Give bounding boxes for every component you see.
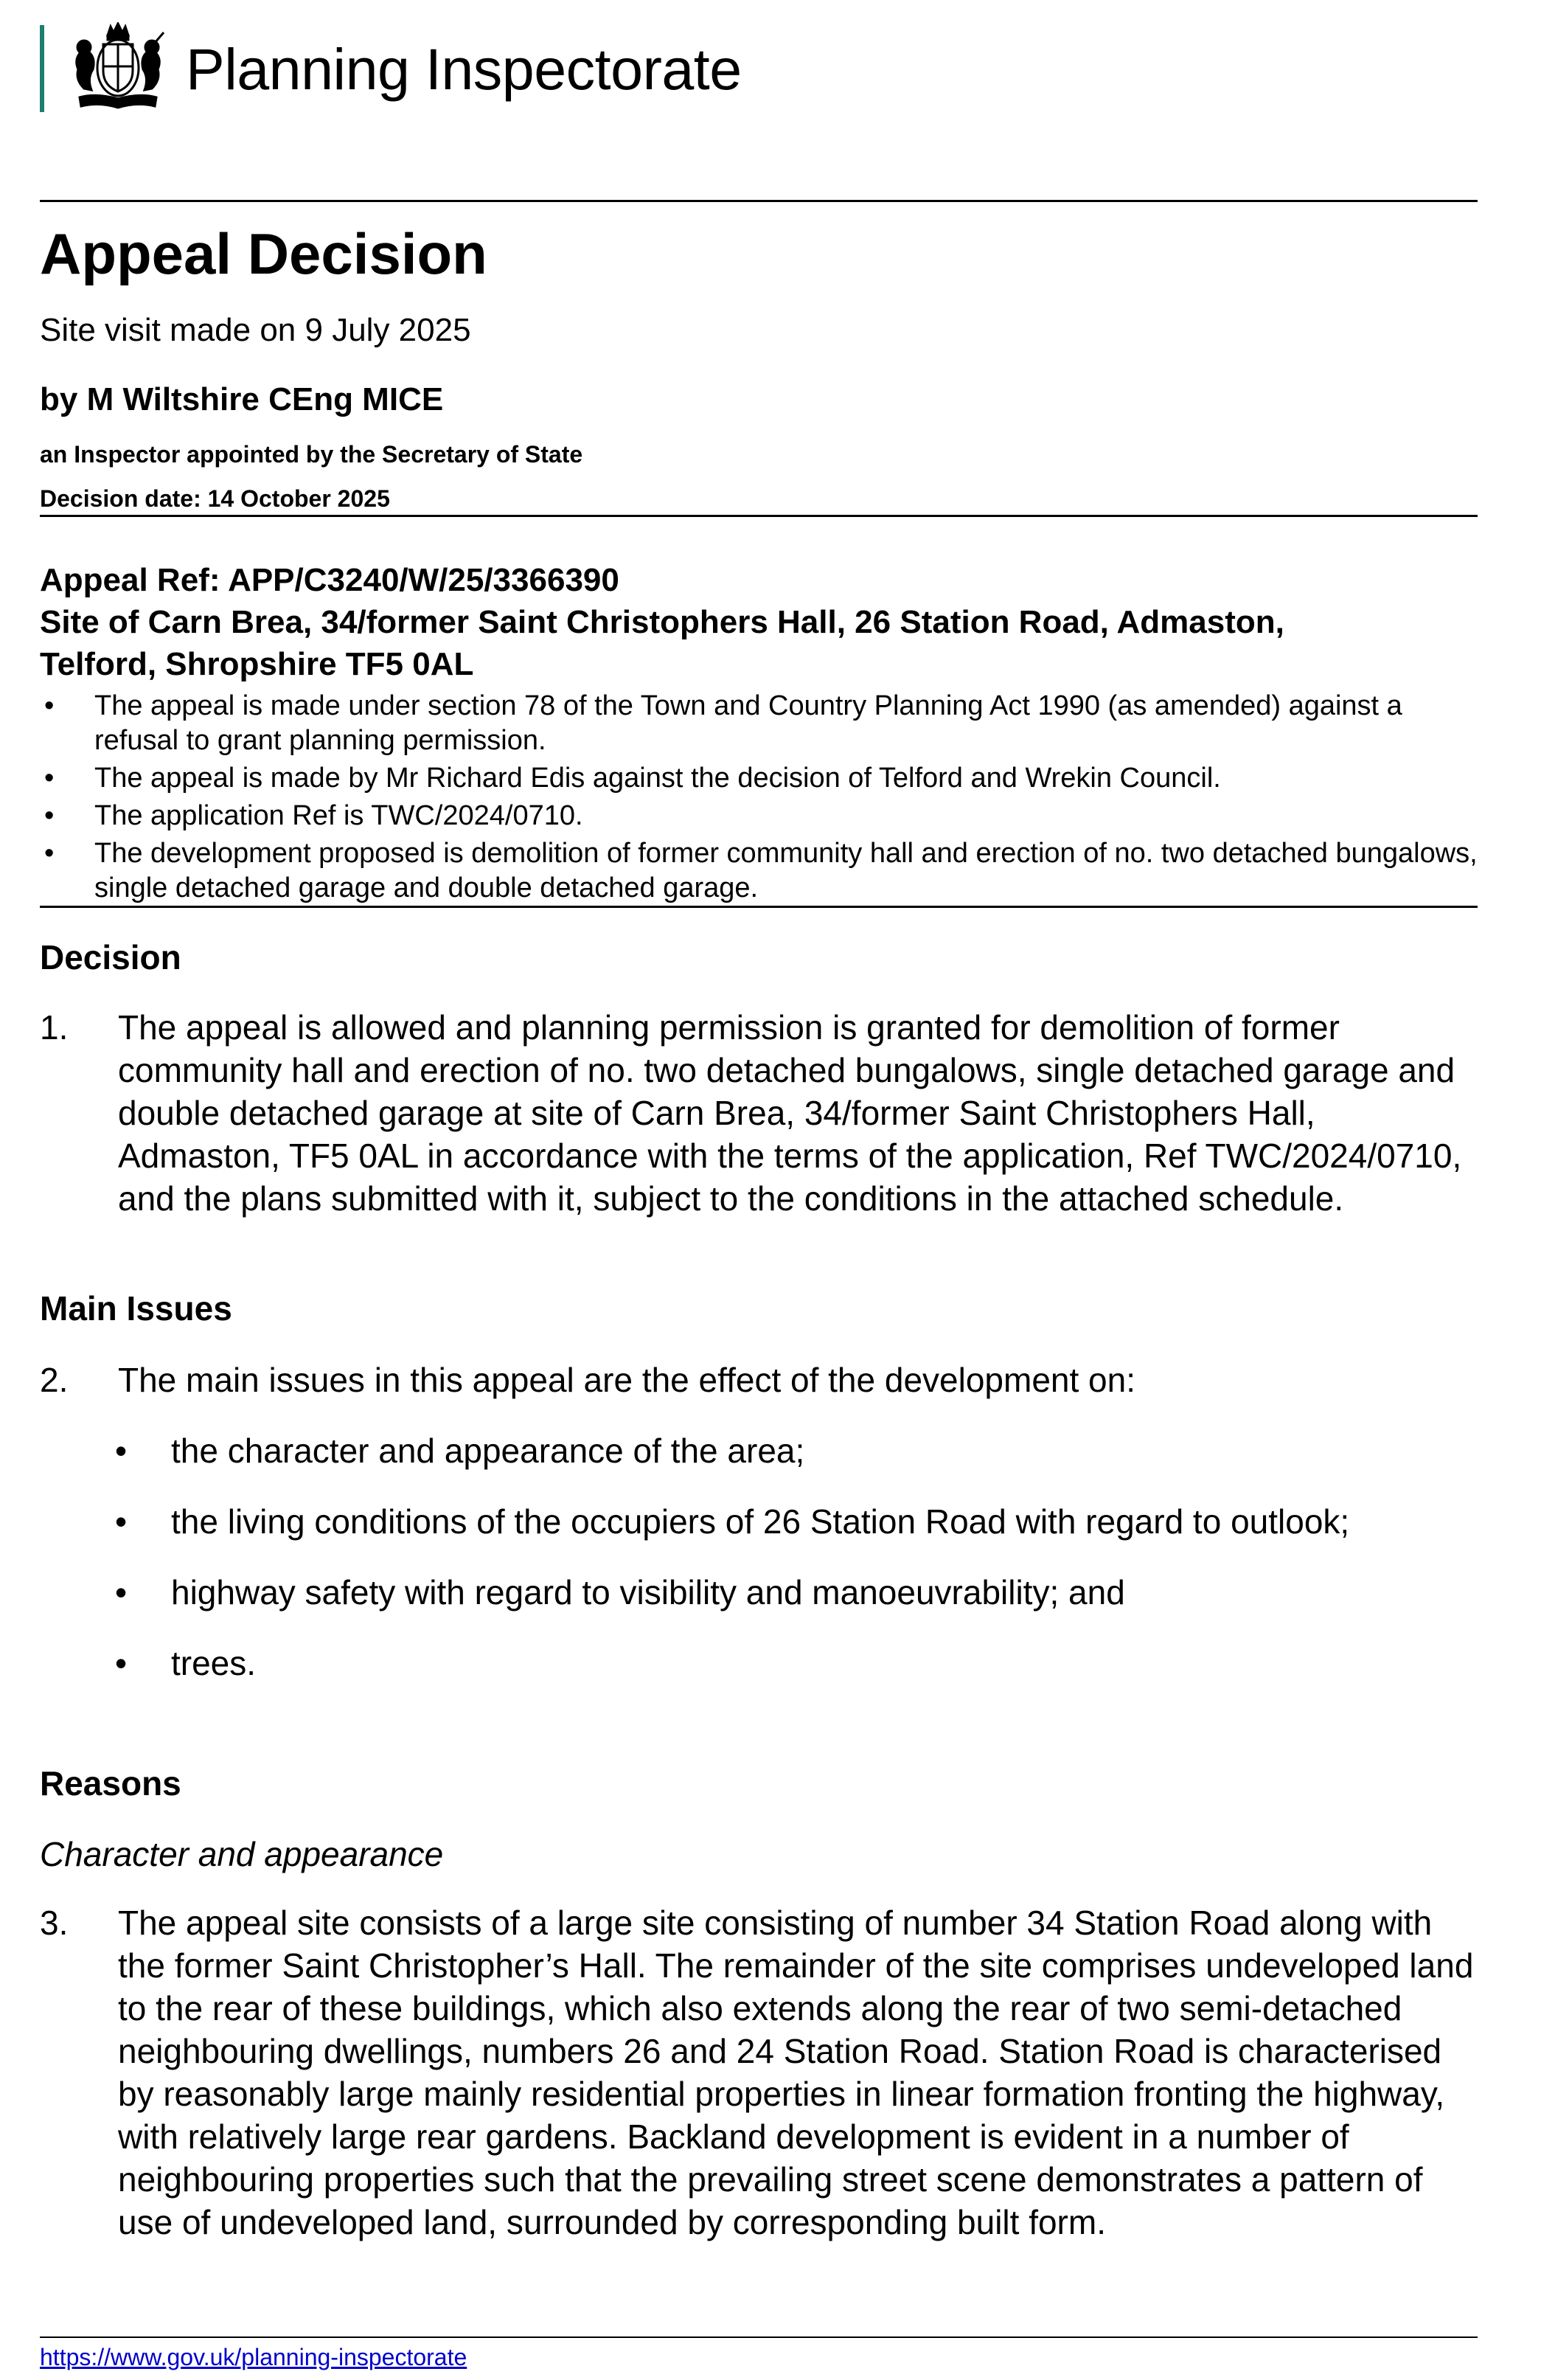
bullet-icon: • <box>115 1573 128 1611</box>
paragraph-2 <box>40 1359 1478 1401</box>
reasons-heading: Reasons <box>40 1764 181 1803</box>
planning-inspectorate-link[interactable]: https://www.gov.uk/planning-inspectorate <box>40 2344 467 2370</box>
character-appearance-subheading: Character and appearance <box>40 1835 444 1873</box>
site-visit-date: Site visit made on 9 July 2025 <box>40 312 471 348</box>
inspector-appointment: an Inspector appointed by the Secretary of State <box>40 441 583 468</box>
paragraph-number: 2. <box>40 1361 69 1399</box>
page-title: Appeal Decision <box>40 221 487 286</box>
list-item: • The development proposed is demolition of former community hall and erection of no. two detached bungalows, single detached garage and double detached garage. <box>44 838 1478 903</box>
header-divider <box>40 200 1478 202</box>
decision-date-divider <box>40 515 1478 517</box>
bullet-icon: • <box>115 1502 128 1541</box>
appeal-block-divider <box>40 906 1478 908</box>
list-item: • The appeal is made under section 78 of the Town and Country Planning Act 1990 (as amended) against a refusal to grant planning permission. <box>44 690 1402 756</box>
inspector-name: by M Wiltshire CEng MICE <box>40 381 444 417</box>
paragraph-1 <box>40 1006 1478 1220</box>
organisation-name: Planning Inspectorate <box>186 36 742 102</box>
appeal-site-address-line2: Telford, Shropshire TF5 0AL <box>40 646 474 682</box>
list-item: • the character and appearance of the area; <box>59 1429 1416 1472</box>
bullet-icon: • <box>44 690 55 721</box>
appeal-reference: Appeal Ref: APP/C3240/W/25/3366390 <box>40 562 619 598</box>
paragraph-number: 3. <box>40 1904 69 1942</box>
list-item: • The appeal is made by Mr Richard Edis against the decision of Telford and Wrekin Council. <box>40 761 1478 796</box>
paragraph-text: The appeal is allowed and planning permission is granted for demolition of former community hall and erection of no. two detached bungalows, single detached garage and double detached garage at site of Carn Brea, 34/former Saint Christophers Hall, Admaston, TF5 0AL in accordance with the terms of the application, Ref TWC/2024/0710, and the plans submitted with it, subject to the conditions in the attached schedule. <box>118 1008 1462 1218</box>
brand-accent-bar <box>40 25 44 112</box>
royal-coat-of-arms-icon <box>66 22 170 114</box>
list-item: • The application Ref is TWC/2024/0710. <box>40 799 1478 833</box>
bullet-icon: • <box>44 763 55 794</box>
paragraph-text: The appeal site consists of a large site consisting of number 34 Station Road along with the former Saint Christopher’s Hall. The remainder of the site comprises undeveloped land to the rear of these buildings, which also extends along the rear of two semi-detached neighbouring dwellings, numbers 26 and 24 Station Road. Station Road is characterised by reasonably large mainly residential properties in linear formation fronting the highway, with relatively large rear gardens. Backland development is evident in a number of neighbouring properties such that the prevailing street scene demonstrates a pattern of use of undeveloped land, surrounded by corresponding built form. <box>118 1904 1474 2241</box>
list-item: • highway safety with regard to visibility and manoeuvrability; and <box>59 1571 1416 1614</box>
appeal-details-list <box>40 689 1478 909</box>
appeal-site-address-line1: Site of Carn Brea, 34/former Saint Christophers Hall, 26 Station Road, Admaston, <box>40 604 1284 640</box>
bullet-icon: • <box>44 838 55 869</box>
bullet-icon: • <box>44 800 55 831</box>
paragraph-3 <box>40 1901 1478 2244</box>
paragraph-number: 1. <box>40 1008 69 1047</box>
paragraph-text: The main issues in this appeal are the effect of the development on: <box>118 1361 1135 1399</box>
decision-heading: Decision <box>40 938 181 976</box>
bullet-icon: • <box>115 1432 128 1470</box>
list-item: • trees. <box>59 1642 1416 1685</box>
main-issues-heading: Main Issues <box>40 1289 232 1328</box>
main-issues-list <box>59 1429 1416 1685</box>
list-item: • the living conditions of the occupiers of 26 Station Road with regard to outlook; <box>59 1500 1416 1543</box>
footer-divider <box>40 2336 1478 2338</box>
bullet-icon: • <box>115 1644 128 1682</box>
decision-date: Decision date: 14 October 2025 <box>40 485 390 512</box>
